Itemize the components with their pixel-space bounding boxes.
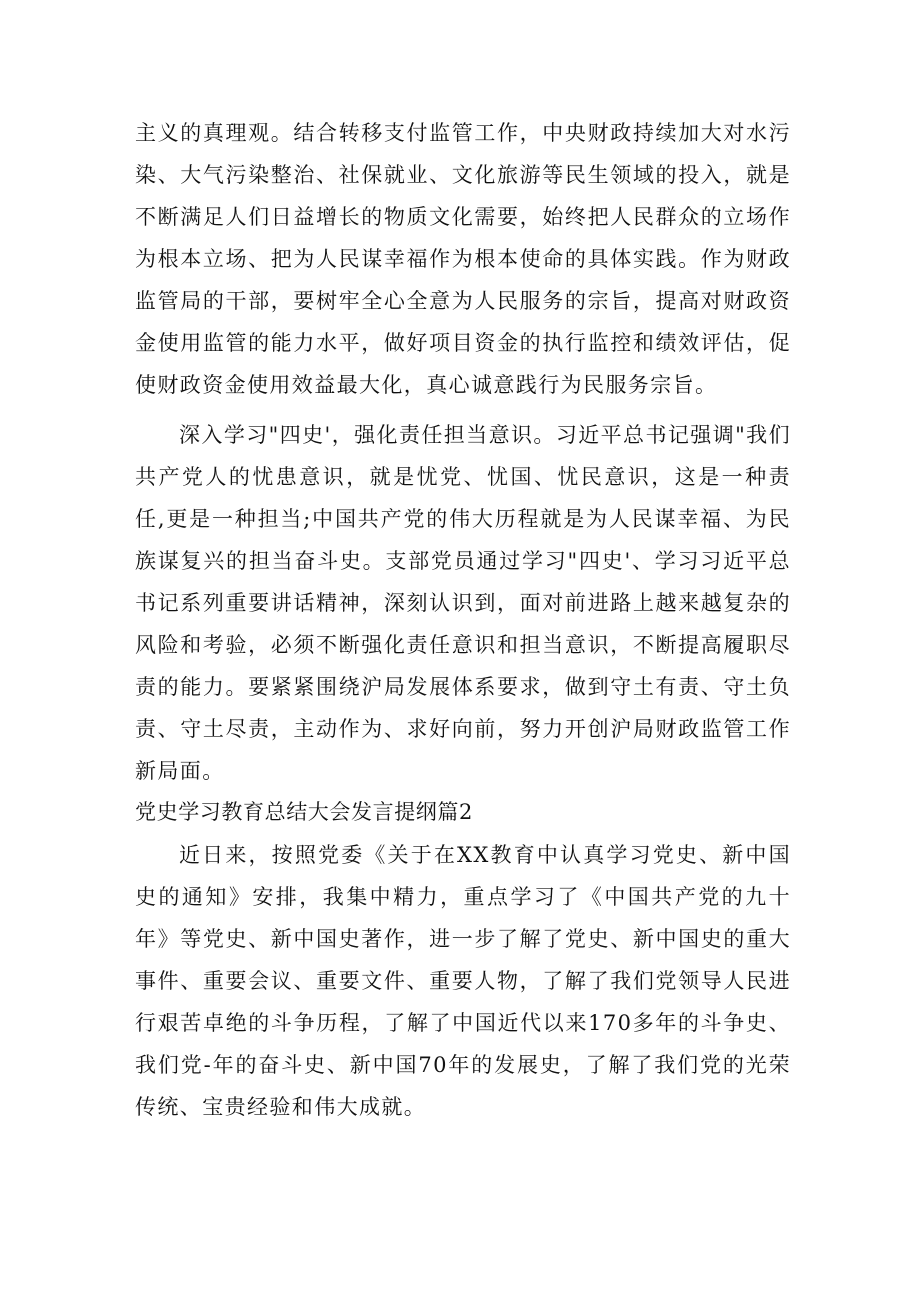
paragraph-study-summary: 近日来，按照党委《关于在XX教育中认真学习党史、新中国史的通知》安排，我集中精力，重点学习了《中国共产党的九十年》等党史、新中国史著作，进一步了解了党史、新中国史的重大事件、重要会议、重要文件、重要人物，了解了我们党领导人民进行艰苦卓绝的斗争历程，了解了中国近代以来170多年的斗争史、我们党-年的奋斗史、新中国70年的发展史，了解了我们党的光荣传统、宝贵经验和伟大成就。 xyxy=(135,843,791,1119)
section-heading: 党史学习教育总结大会发言提纲篇2 xyxy=(135,800,473,824)
document-body xyxy=(135,112,791,1128)
paragraph-continuation: 主义的真理观。结合转移支付监管工作，中央财政持续加大对水污染、大气污染整治、社保就业、文化旅游等民生领域的投入，就是不断满足人们日益增长的物质文化需要，始终把人民群众的立场作为根本立场、把为人民谋幸福作为根本使命的具体实践。作为财政监管局的干部，要树牢全心全意为人民服务的宗旨，提高对财政资金使用监管的能力水平，做好项目资金的执行监控和绩效评估，促使财政资金使用效益最大化，真心诚意践行为民服务宗旨。 xyxy=(135,121,791,397)
paragraph-four-histories: 深入学习"四史'，强化责任担当意识。习近平总书记强调"我们共产党人的忧患意识，就是忧党、忧国、忧民意识，这是一种责任,更是一种担当;中国共产党的伟大历程就是为人民谋幸福、为民族谋复兴的担当奋斗史。支部党员通过学习"四史'、学习习近平总书记系列重要讲话精神，深刻认识到，面对前进路上越来越复杂的风险和考验，必须不断强化责任意识和担当意识，不断提高履职尽责的能力。要紧紧围绕沪局发展体系要求，做到守土有责、守土负责、守土尽责，主动作为、求好向前，努力开创沪局财政监管工作新局面。 xyxy=(135,423,791,783)
